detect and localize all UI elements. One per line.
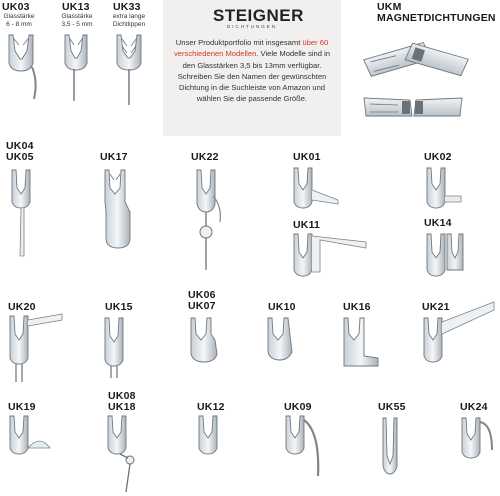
- info-text: [173, 37, 331, 105]
- label-uk09: UK09: [284, 401, 312, 413]
- seal-uk13-image: [61, 33, 91, 103]
- seal-uk33-image: [113, 33, 145, 103]
- seal-uk03-image: [4, 33, 38, 103]
- label-uk02: UK02: [424, 151, 452, 163]
- info-text-before: Unser Produktportfolio mit insgesamt: [175, 38, 303, 47]
- seal-uk14-image: [423, 232, 467, 278]
- brand-logo: [213, 6, 304, 30]
- info-highlight: über 60 verschiedenen Modellen: [173, 38, 329, 59]
- label-uk33: UK33: [113, 1, 141, 13]
- label-uk11: UK11: [293, 219, 321, 231]
- seal-uk17-image: [100, 168, 136, 250]
- seal-uk01-image: [290, 166, 340, 210]
- label-uk15: UK15: [105, 301, 133, 313]
- desc-uk33-line2: Dichtlippen: [112, 20, 146, 28]
- brand-tagline: DICHTUNGEN: [227, 24, 277, 29]
- seal-uk11-image: [290, 232, 370, 280]
- seal-uk21-image: [420, 300, 498, 366]
- label-uk20: UK20: [8, 301, 36, 313]
- label-uk21: UK21: [422, 301, 450, 313]
- label-uk55: UK55: [378, 401, 406, 413]
- seal-uk20-image: [6, 312, 66, 384]
- seal-uk12-image: [196, 414, 222, 458]
- label-uk12: UK12: [197, 401, 225, 413]
- label-uk08: UK08: [108, 390, 136, 402]
- label-uk18: UK18: [108, 401, 136, 413]
- label-uk14: UK14: [424, 217, 452, 229]
- desc-uk33-line1: extra lange: [112, 13, 146, 20]
- label-uk16: UK16: [343, 301, 371, 313]
- desc-uk13: [56, 13, 98, 28]
- label-uk22: UK22: [191, 151, 219, 163]
- label-uk19: UK19: [8, 401, 36, 413]
- label-uk05: UK05: [6, 151, 34, 163]
- label-uk13: UK13: [62, 1, 90, 13]
- label-uk04: UK04: [6, 140, 34, 152]
- label-uk24: UK24: [460, 401, 488, 413]
- seal-uk16-image: [340, 314, 382, 374]
- seal-uk10-image: [264, 314, 298, 362]
- seal-uk24-image: [458, 412, 496, 464]
- label-uk03: UK03: [2, 1, 30, 13]
- seal-uk15-image: [102, 314, 128, 380]
- seal-uk04-image: [8, 168, 34, 258]
- label-uk17: UK17: [100, 151, 128, 163]
- seal-uk06-image: [187, 314, 223, 364]
- label-uk06: UK06: [188, 289, 216, 301]
- magnet-seal-image: [358, 30, 470, 130]
- desc-uk03: [0, 13, 40, 28]
- seal-uk55-image: [380, 416, 402, 478]
- seal-uk08-image: [104, 414, 144, 494]
- label-uk01: UK01: [293, 151, 321, 163]
- desc-uk13-line2: 3,5 - 5 mm: [61, 20, 93, 28]
- brand-name: STEIGNER: [213, 6, 304, 25]
- desc-uk33: [108, 13, 150, 28]
- magnet-title: UKM MAGNETDICHTUNGEN: [377, 1, 496, 24]
- info-text-after: . Viele Modelle sind in den Glasstärken 3,5 bis 13mm verfügbar. Schreiben Sie den Namen der gewünschten Dichtung in die Suchleiste von Amazon und wählen Sie die passende Größe.: [177, 49, 331, 104]
- label-uk10: UK10: [268, 301, 296, 313]
- desc-uk03-line1: Glasstärke: [3, 13, 35, 20]
- seal-uk02-image: [423, 166, 463, 210]
- desc-uk03-line2: 6 - 8 mm: [6, 20, 32, 28]
- label-uk07: UK07: [188, 300, 216, 312]
- seal-uk09-image: [282, 412, 324, 478]
- seal-uk22-image: [192, 168, 226, 272]
- desc-uk13-line1: Glasstärke: [61, 13, 93, 20]
- seal-uk19-image: [6, 414, 56, 456]
